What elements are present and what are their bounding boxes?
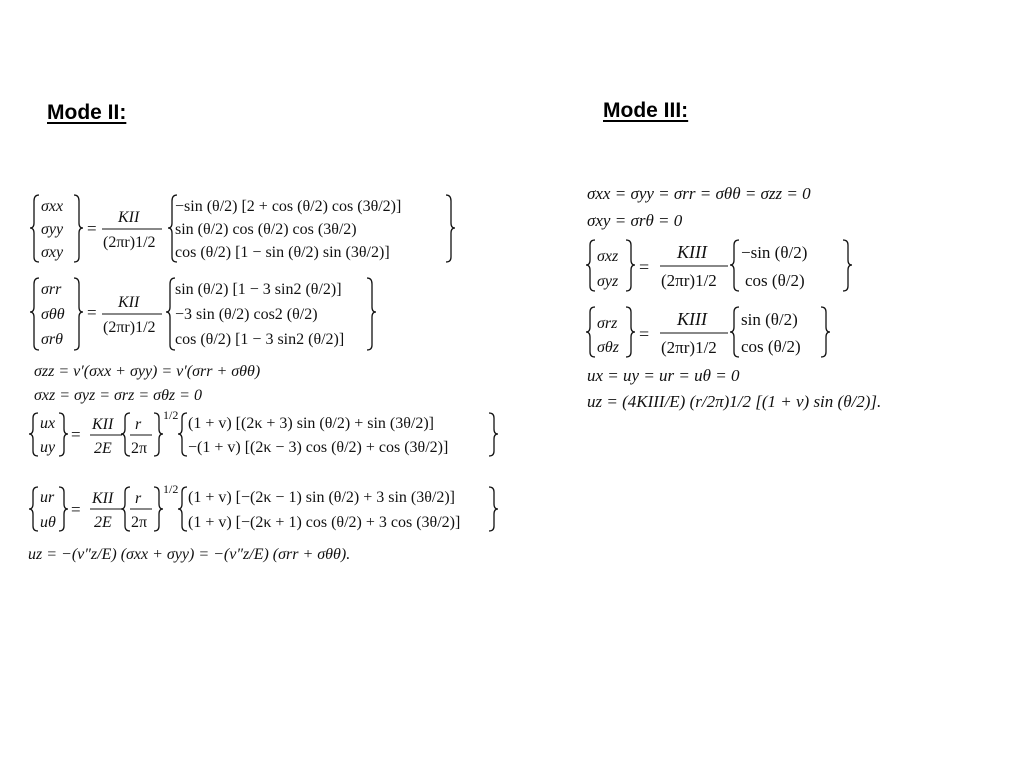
mode-iii-eq4 bbox=[586, 307, 830, 357]
right-brace bbox=[489, 413, 498, 456]
right-brace bbox=[154, 487, 163, 531]
mode-ii-eq5-factor-num: r bbox=[135, 416, 142, 433]
mode-iii-eq3-lhs-2: σyz bbox=[597, 273, 619, 290]
mode-iii-eq1: σxx = σyy = σrr = σθθ = σzz = 0 bbox=[587, 184, 811, 203]
mode-ii-eq6-factor-num: r bbox=[135, 490, 142, 507]
mode-ii-eq1 bbox=[30, 195, 455, 262]
mode-iii-eq3-lhs-1: σxz bbox=[597, 248, 619, 265]
mode-iii-eq4-coef-den: (2πr)1/2 bbox=[661, 338, 717, 357]
mode-ii-eq2-lhs-3: σrθ bbox=[41, 331, 63, 348]
right-brace bbox=[74, 195, 83, 262]
mode-ii-eq2 bbox=[30, 278, 376, 350]
left-brace bbox=[178, 413, 187, 456]
mode-iii-eq3-coef-den: (2πr)1/2 bbox=[661, 271, 717, 290]
mode-ii-eq5 bbox=[29, 408, 498, 457]
equals-sign: = bbox=[639, 257, 650, 277]
left-brace bbox=[29, 413, 38, 456]
equals-sign: = bbox=[87, 303, 97, 322]
left-brace bbox=[178, 487, 187, 531]
right-brace bbox=[367, 278, 376, 350]
mode-iii-eq3 bbox=[586, 240, 852, 291]
mode-iii-heading: Mode III: bbox=[603, 99, 689, 122]
mode-iii-eq4-rhs-1: sin (θ/2) bbox=[741, 310, 798, 329]
right-brace bbox=[74, 278, 83, 350]
mode-ii-eq6-factor-den: 2π bbox=[131, 514, 148, 531]
mode-ii-eq2-coef-num: KII bbox=[118, 294, 140, 311]
mode-ii-eq3: σzz = v′(σxx + σyy) = v′(σrr + σθθ) bbox=[34, 363, 261, 380]
left-brace bbox=[29, 487, 38, 531]
mode-ii-eq1-lhs-3: σxy bbox=[41, 244, 64, 261]
mode-ii-eq1-lhs-1: σxx bbox=[41, 198, 64, 215]
mode-ii-eq5-lhs-2: uy bbox=[40, 439, 56, 456]
mode-ii-eq6-rhs-2: (1 + v) [−(2κ + 1) cos (θ/2) + 3 cos (3θ/2)] bbox=[188, 514, 461, 531]
left-brace bbox=[166, 278, 175, 350]
mode-ii-eq1-rhs-1: −sin (θ/2) [2 + cos (θ/2) cos (3θ/2)] bbox=[175, 198, 402, 215]
right-brace bbox=[446, 195, 455, 262]
mode-ii-heading: Mode II: bbox=[47, 101, 127, 124]
mode-ii-eq5-factor-den: 2π bbox=[131, 440, 148, 457]
right-brace bbox=[626, 307, 635, 357]
right-brace bbox=[821, 307, 830, 357]
mode-iii-eq4-coef-num: KIII bbox=[677, 309, 707, 329]
mode-iii-eq2: σxy = σrθ = 0 bbox=[587, 211, 683, 230]
mode-iii-eq3-rhs-2: cos (θ/2) bbox=[745, 271, 805, 290]
mode-ii-eq6-coef-num: KII bbox=[92, 490, 114, 507]
equals-sign: = bbox=[87, 219, 97, 238]
mode-ii-eq1-lhs-2: σyy bbox=[41, 221, 64, 238]
mode-ii-eq1-coef-den: (2πr)1/2 bbox=[103, 234, 156, 251]
mode-iii-eq6: uz = (4KIII/E) (r/2π)1/2 [(1 + v) sin (θ/2)]. bbox=[587, 392, 882, 411]
mode-ii-eq6-rhs-1: (1 + v) [−(2κ − 1) sin (θ/2) + 3 sin (3θ/2)] bbox=[188, 489, 455, 506]
equals-sign: = bbox=[71, 500, 81, 519]
mode-ii-eq6 bbox=[29, 482, 498, 531]
mode-ii-eq6-power: 1/2 bbox=[163, 482, 179, 496]
right-brace bbox=[59, 413, 68, 456]
mode-ii-eq5-rhs-1: (1 + v) [(2κ + 3) sin (θ/2) + sin (3θ/2)] bbox=[188, 415, 434, 432]
left-brace bbox=[121, 413, 130, 456]
equals-sign: = bbox=[71, 425, 81, 444]
mode-ii-eq6-lhs-1: ur bbox=[40, 489, 55, 506]
mode-ii-eq2-lhs-2: σθθ bbox=[41, 306, 65, 323]
mode-ii-eq5-rhs-2: −(1 + v) [(2κ − 3) cos (θ/2) + cos (3θ/2)] bbox=[188, 439, 449, 456]
mode-iii-eq4-lhs-1: σrz bbox=[597, 315, 618, 332]
mode-ii-eq2-lhs-1: σrr bbox=[41, 281, 62, 298]
mode-ii-eq5-coef-num: KII bbox=[92, 416, 114, 433]
right-brace bbox=[626, 240, 635, 291]
mode-iii-equations bbox=[585, 180, 965, 420]
mode-ii-eq1-rhs-3: cos (θ/2) [1 − sin (θ/2) sin (3θ/2)] bbox=[175, 244, 390, 261]
mode-ii-eq2-rhs-2: −3 sin (θ/2) cos2 (θ/2) bbox=[175, 306, 318, 323]
mode-ii-eq5-lhs-1: ux bbox=[40, 415, 56, 432]
mode-iii-eq4-rhs-2: cos (θ/2) bbox=[741, 337, 801, 356]
left-brace bbox=[730, 240, 739, 291]
mode-ii-eq4: σxz = σyz = σrz = σθz = 0 bbox=[34, 387, 202, 404]
mode-ii-eq5-power: 1/2 bbox=[163, 408, 179, 422]
mode-ii-eq7: uz = −(v″z/E) (σxx + σyy) = −(v″z/E) (σrr + σθθ). bbox=[28, 546, 351, 563]
right-brace bbox=[154, 413, 163, 456]
mode-ii-equations bbox=[28, 185, 504, 575]
mode-ii-eq2-rhs-3: cos (θ/2) [1 − 3 sin2 (θ/2)] bbox=[175, 331, 345, 348]
left-brace bbox=[30, 278, 39, 350]
left-brace bbox=[586, 240, 595, 291]
mode-ii-eq5-coef-den: 2E bbox=[94, 440, 112, 457]
mode-ii-eq1-rhs-2: sin (θ/2) cos (θ/2) cos (3θ/2) bbox=[175, 221, 357, 238]
mode-ii-eq2-rhs-1: sin (θ/2) [1 − 3 sin2 (θ/2)] bbox=[175, 281, 342, 298]
mode-iii-eq3-coef-num: KIII bbox=[677, 242, 707, 262]
mode-ii-eq6-lhs-2: uθ bbox=[40, 514, 56, 531]
mode-ii-eq2-coef-den: (2πr)1/2 bbox=[103, 319, 156, 336]
mode-ii-eq6-coef-den: 2E bbox=[94, 514, 112, 531]
right-brace bbox=[489, 487, 498, 531]
left-brace bbox=[730, 307, 739, 357]
right-brace bbox=[843, 240, 852, 291]
mode-iii-eq4-lhs-2: σθz bbox=[597, 339, 619, 356]
mode-ii-eq1-coef-num: KII bbox=[118, 209, 140, 226]
equals-sign: = bbox=[639, 324, 650, 344]
mode-iii-eq5: ux = uy = ur = uθ = 0 bbox=[587, 366, 740, 385]
left-brace bbox=[30, 195, 39, 262]
mode-iii-eq3-rhs-1: −sin (θ/2) bbox=[741, 243, 808, 262]
left-brace bbox=[586, 307, 595, 357]
right-brace bbox=[59, 487, 68, 531]
left-brace bbox=[121, 487, 130, 531]
